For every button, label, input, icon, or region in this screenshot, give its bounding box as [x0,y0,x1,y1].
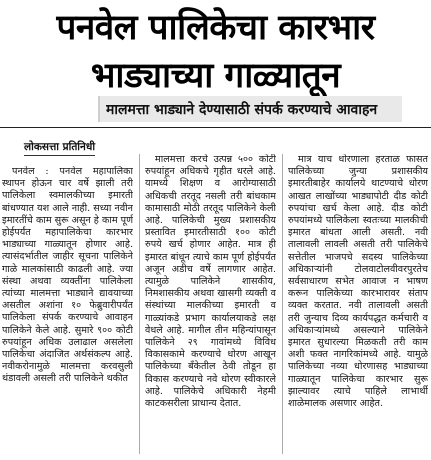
column-divider [139,154,140,454]
article-column-2 [145,154,276,454]
headline-line-1: पनवेल पालिकेचा कारभार [56,8,375,48]
headline [0,4,431,100]
article-column-3 [288,154,428,454]
byline: लोकसत्ता प्रतिनिधी [24,140,95,156]
column-1-text: पनवेल : पनवेल महापालिका स्थापन होऊन चार वर्षे झाली तरी पालिकेला स्वमालकीच्या इमारती बांधण्यात यश आले नाही. सध्या नवीन इमारतींचे काम सुरू असून हे काम पूर्ण होईपर्यंत महापालिकेचा कारभार भाड्याच्या गाळ्यातून होणार आहे. त्यासंदर्भातील जाहीर सूचना पालिकेने गाळे मालकांसाठी काढली आहे. ज्या संस्था अथवा व्यक्तींना पालिकेला त्यांच्या मालमत्ता भाड्याने द्यावयाच्या असतील अशांना १० फेब्रुवारीपर्यंत पालिकेला संपर्क करण्याचे आवाहन पालिकेने केले आहे. सुमारे ९०० कोटी रुपयांहून अधिक उलाढाल असलेला पालिकेचा अंदाजित अर्थसंकल्प आहे. नवीकरोनामुळे मालमत्ता करवसुली थंडावली असली तरी पालिकेने थकीत [2,166,133,385]
divider-rule [0,127,431,128]
column-3-text: मात्र याच धोरणाला हरताळ फासत पालिकेच्या जुन्या प्रशासकीय इमारतीबाहेर कार्यालये थाटण्याचे धोरण आखत लाखोंच्या भाड्यापोटी दीड कोटी रुपयांचा खर्च केला आहे. दीड कोटी रुपयांमध्ये पालिकेला स्वतःच्या मालकीची इमारत बांधता आली असती. नवी तालावली लावली असती तरी पालिकेचे सत्तेतील भाजपचे सदस्य पालिकेच्या अधिकाऱ्यांनी टोलवाटोलवीवरपुरतेच सर्वसाधारण सभेत आवाज न भाषण करून पालिकेच्या कारभारावर संताप व्यक्त करतात. नवी तालावली असती तरी जुन्याच दिव्य कार्यपद्धत कर्मचारी व अधिकाऱ्यांमध्ये असल्याने पालिकेने इमारत सुधारल्या मिळकती तरी काम अशी फक्त नागरिकांमध्ये आहे. यामुळे पालिकेच्या नव्या धोरणासह भाड्याच्या गाळ्यातून पालिकेचा कारभार सुरू झाल्यावर त्याचे पाहिले लाभार्थी शाळेमालक असणार आहेत. [288,154,428,410]
headline-line-2: भाड्याच्या गाळ्यातून [90,56,341,96]
article-column-1 [2,166,133,460]
column-2-text: मालमत्ता करचे उत्पन्न ५०० कोटी रुपयांहून अधिकचे गृहीत धरले आहे. यामध्ये शिक्षण व आरोग्यासाठी अधिकची तरतूद नसली तरी बांधकाम कामासाठी मोठी तरतूद पालिकेने केली आहे. पालिकेची मुख्य प्रशासकीय प्रस्तावित इमारतीसाठी १०० कोटी रुपये खर्च होणार आहेत. मात्र ही इमारत बांधून त्याचे काम पूर्ण होईपर्यंत अजून अडीच वर्षे लागणार आहेत. त्यामुळे पालिकेने शासकीय, निमशासकीय अथवा खासगी व्यक्ती व संस्थांच्या मालकीच्या इमारती व गाळ्यांकडे प्रभाग कार्यालयाकडे लक्ष वेधले आहे. मागील तीन महिन्यांपासून पालिकेने २९ गावांमध्ये विविध विकासकामे करण्याचे धोरण आखून पालिकेच्या बँकेतील ठेवी तोडून हा विकास करण्याचे नवे धोरण स्वीकारले आहे. पालिकेचे अधिकारी नेहमी काटकसरीला प्राधान्य देतात. [145,154,276,410]
subheadline: मालमत्ता भाड्याने देण्यासाठी संपर्क करण्याचे आवाहन [106,102,378,118]
column-divider [282,154,283,454]
